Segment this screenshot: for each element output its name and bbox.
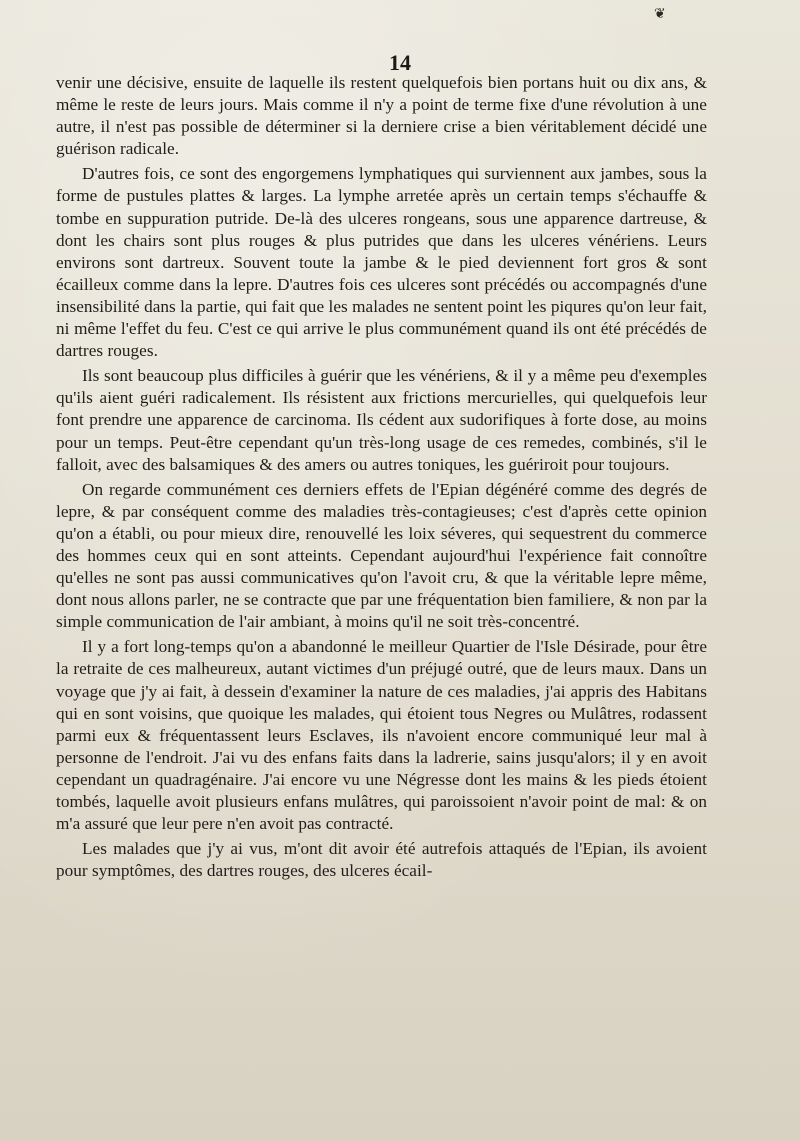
paragraph-3: Ils sont beaucoup plus difficiles à guérir que les vénériens, & il y a même peu d'exemples qu'ils aient guéri radicalement. Ils résistent aux frictions mercurielles, qui quelquefois leur font prendre une apparence de carcinoma. Ils cédent aux sudorifiques à forte dose, au moins pour un temps. Peut-être cependant qu'un très-long usage de ces remedes, combinés, s'il le falloit, avec des balsamiques & des amers ou autres toniques, les guériroit pour toujours.	[56, 366, 707, 474]
paragraph-2: D'autres fois, ce sont des engorgemens lymphatiques qui surviennent aux jambes, sous la forme de pustules plattes & larges. La lymphe arretée après un certain temps s'échauffe & tombe en suppuration putride. De-là des ulceres rongeans, sous une apparence dartreuse, & dont les chairs sont plus rouges & plus putrides que dans les ulceres vénériens. Leurs environs sont dartreux. Souvent toute la jambe & le pied deviennent fort gros & sont écailleux comme dans la lepre. D'autres fois ces ulceres sont précédés ou accompagnés d'une insensibilité dans la partie, qui fait que les malades ne sentent point les piqures qu'on leur fait, ni même l'effet du feu. C'est ce qui arrive le plus communément quand ils ont été précédés de dartres rouges.	[56, 164, 707, 361]
ornament-mark: ❦	[654, 7, 666, 22]
paragraph-4: On regarde communément ces derniers effets de l'Epian dégénéré comme des degrés de lepre, & par conséquent comme des maladies très-contagieuses; c'est d'après cette opinion qu'on a établi, ou pour mieux dire, renouvellé les loix séveres, qui sequestrent du commerce des hommes ceux qui en sont atteints. Cependant aujourd'hui l'expérience fait connoître qu'elles ne sont pas aussi communicatives qu'on l'avoit cru, & que la véritable lepre même, dont nous allons parler, ne se contracte que par une fréquentation bien familiere, & non par la simple communication de l'air ambiant, à moins qu'il ne soit très-concentré.	[56, 479, 707, 632]
page-number: 14	[389, 50, 411, 75]
paragraph-6: Les malades que j'y ai vus, m'ont dit avoir été autrefois attaqués de l'Epian, ils avoient pour symptômes, des dartres rouges, des ulceres écail-	[56, 839, 707, 881]
paragraph-5: Il y a fort long-temps qu'on a abandonné le meilleur Quartier de l'Isle Désirade, pour être la retraite de ces malheureux, autant victimes d'un préjugé outré, que de leurs maux. Dans un voyage que j'y ai fait, à dessein d'examiner la nature de ces maladies, j'ai appris des Habitans qui en sont voisins, que quoique les malades, qui étoient tous Negres ou Mulâtres, rodassent parmi eux & fréquentassent leurs Esclaves, ils n'avoient encore communiqué leur mal à personne de l'endroit. J'ai vu des enfans faits dans la ladrerie, sains jusqu'alors; il y en avoit cependant un quadragénaire. J'ai encore vu une Négresse dont les mains & les pieds étoient tombés, laquelle avoit plusieurs enfans mulâtres, qui paroissoient n'avoir point de mal: & on m'a assuré que leur pere n'en avoit pas contracté.	[56, 637, 707, 834]
body-text	[56, 72, 707, 885]
paragraph-1: venir une décisive, ensuite de laquelle ils restent quelquefois bien portans huit ou dix ans, & même le reste de leurs jours. Mais comme il n'y a point de terme fixe d'une révolution à une autre, il n'est pas possible de déterminer si la derniere crise a bien véritablement décidé une guérison radicale.	[56, 73, 707, 159]
